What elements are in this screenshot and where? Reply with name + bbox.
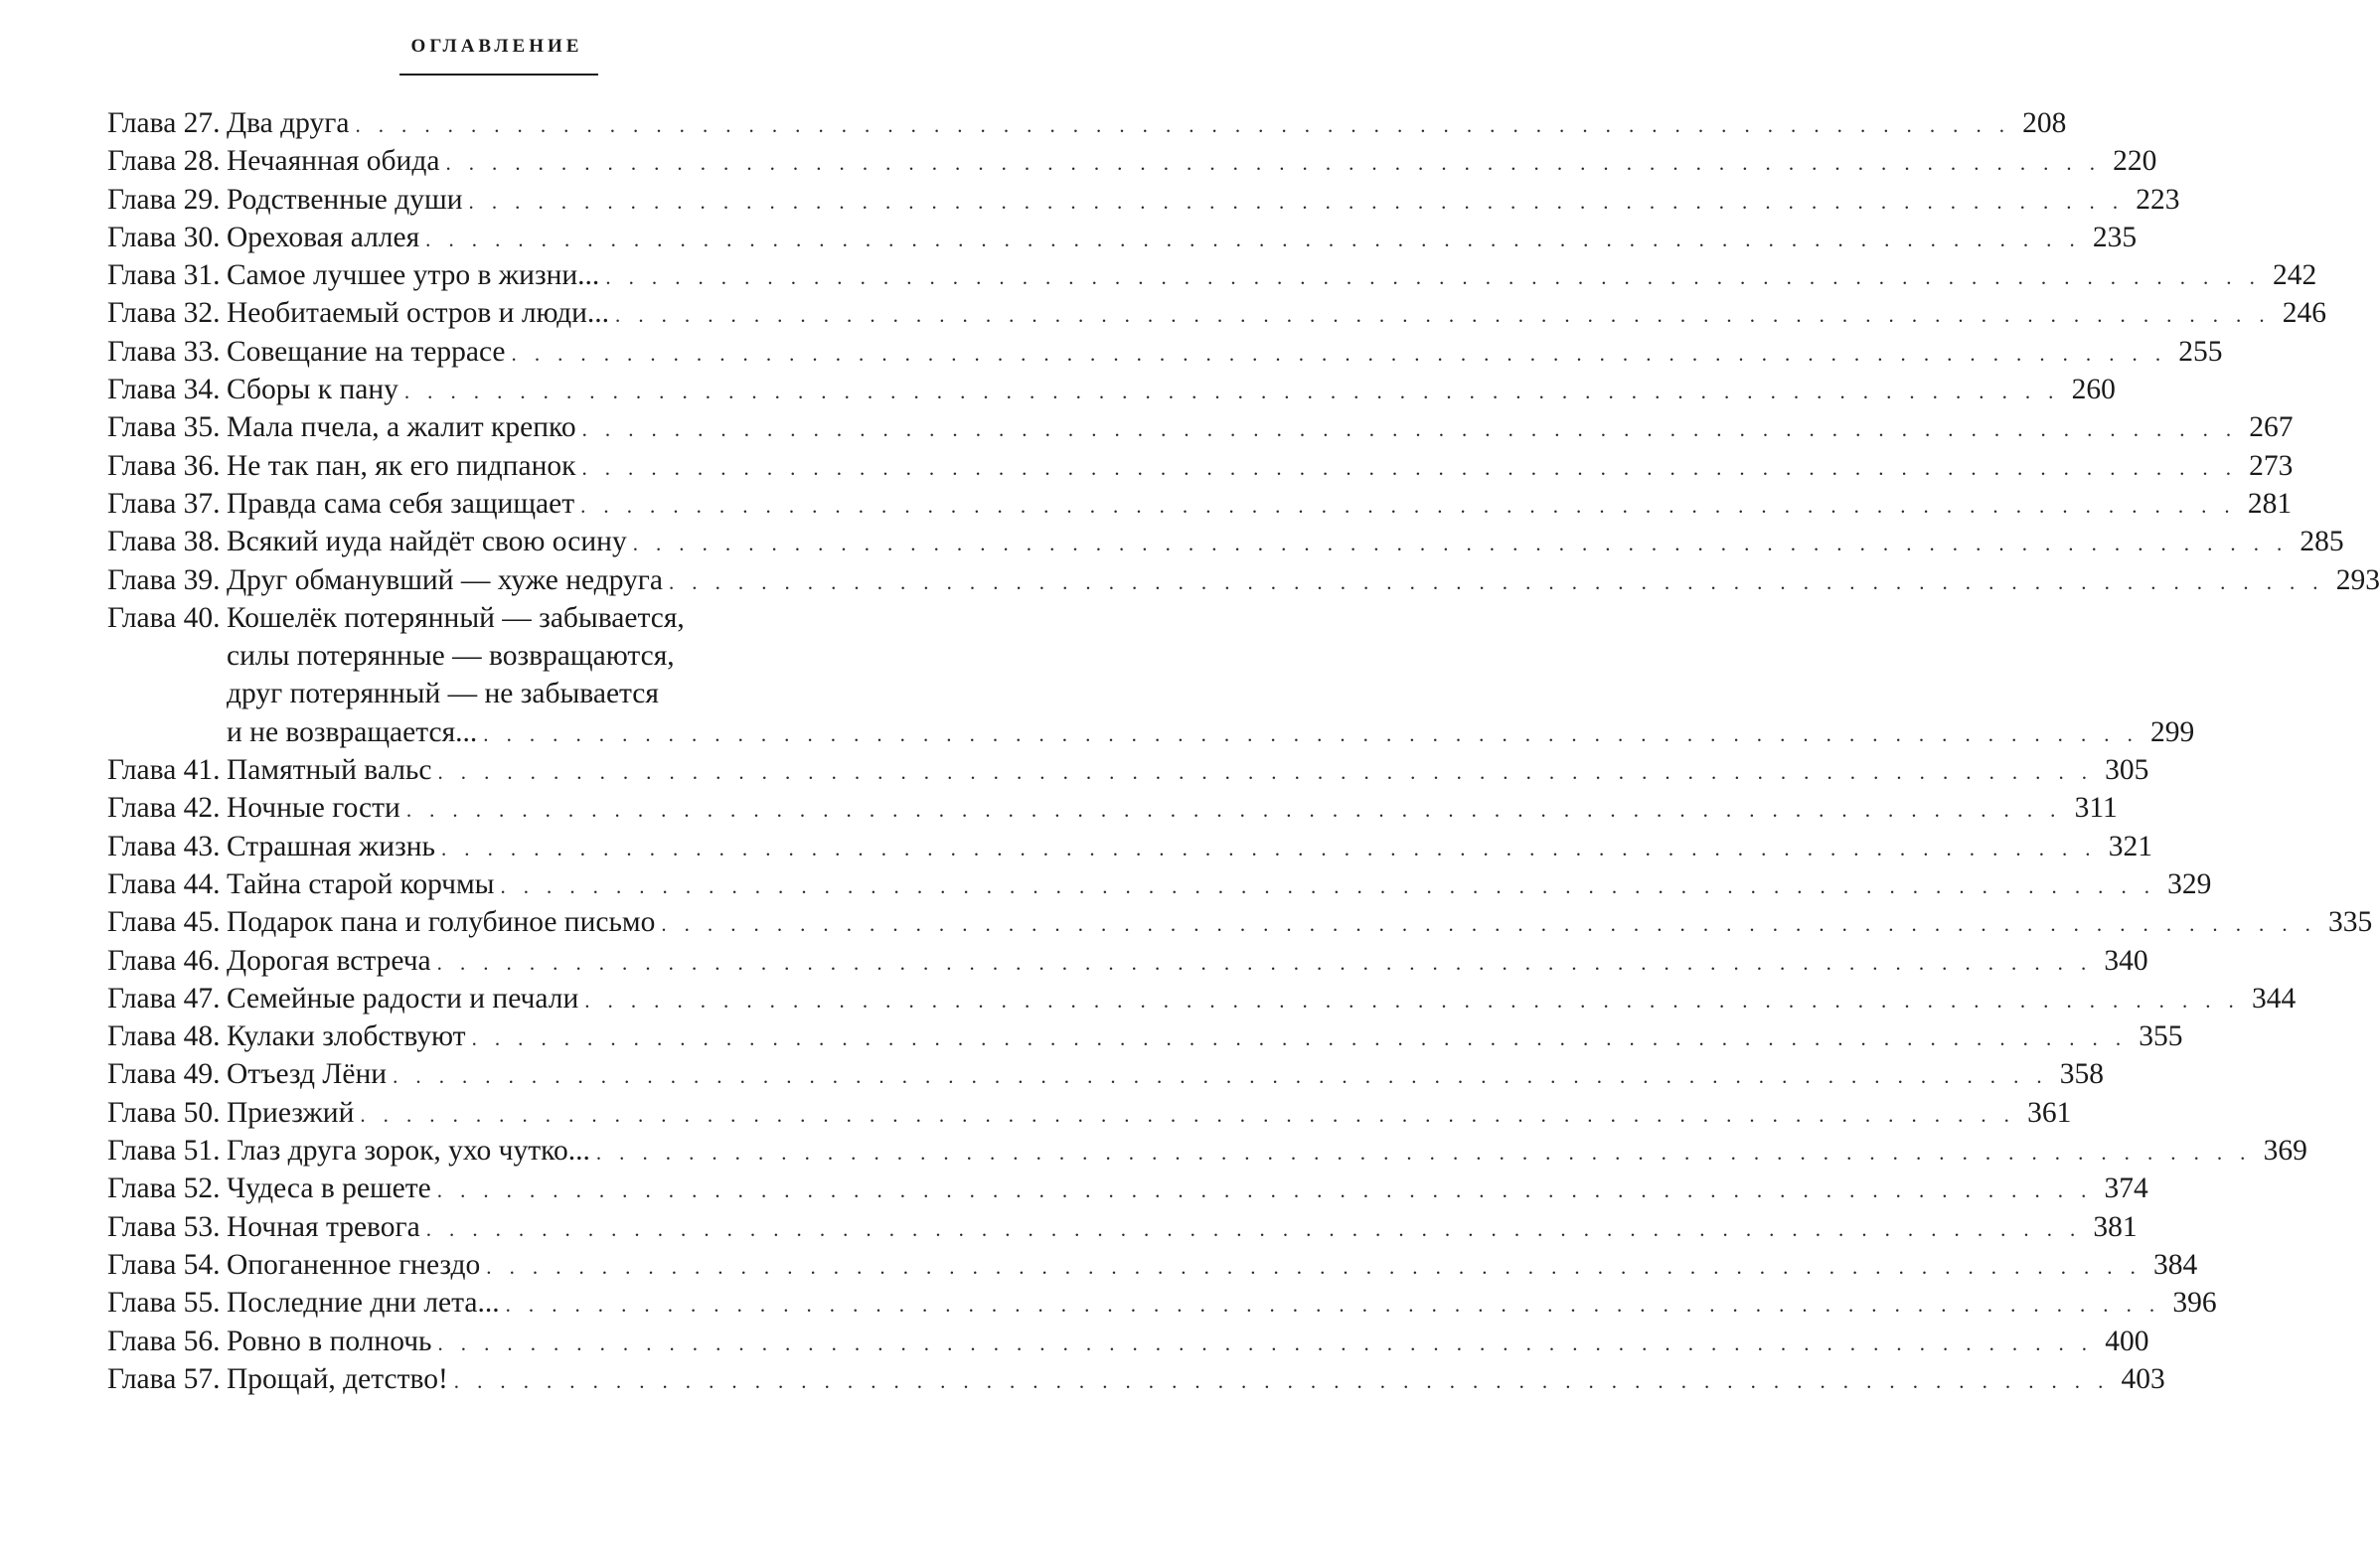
dot-leader: . . . . . . . . . . . . . . . . . . . . . . . . . . . . . . . . . . . . . . . . . . . . . . . . . . . . . . . . . . . . . . . . . . . . . . . . (581, 417, 2238, 442)
toc-entry[interactable] (107, 294, 2326, 332)
dot-leader: . . . . . . . . . . . . . . . . . . . . . . . . . . . . . . . . . . . . . . . . . . . . . . . . . . . . . . . . . . . . . . . . . . . . . . . . (669, 569, 2324, 594)
toc-entry[interactable] (107, 1132, 2307, 1170)
page-number: 208 (2022, 107, 2067, 139)
chapter-label: Глава 34. (107, 374, 221, 406)
toc-entry[interactable] (107, 1360, 2165, 1398)
chapter-label: Глава 37. (107, 487, 221, 520)
chapter-label: Глава 39. (107, 563, 221, 596)
dot-leader: . . . . . . . . . . . . . . . . . . . . . . . . . . . . . . . . . . . . . . . . . . . . . . . . . . . . . . . . . . . . . . . . . . . . . . . . (483, 721, 2140, 746)
dot-leader: . . . . . . . . . . . . . . . . . . . . . . . . . . . . . . . . . . . . . . . . . . . . . . . . . . . . . . . . . . . . . . . . . . . . . . . . (437, 760, 2094, 785)
dot-leader: . . . . . . . . . . . . . . . . . . . . . . . . . . . . . . . . . . . . . . . . . . . . . . . . . . . . . . . . . . . . . . . . . . . . . . . . (445, 151, 2102, 176)
toc-entry[interactable] (107, 219, 2138, 256)
chapter-body (227, 599, 2195, 751)
page-number: 220 (2113, 145, 2157, 178)
page-number: 384 (2153, 1248, 2198, 1281)
chapter-title: Семейные радости и печали (227, 982, 579, 1015)
chapter-title-line (227, 713, 2195, 751)
chapter-title: Опоганенное гнездо (227, 1248, 481, 1281)
chapter-body (227, 142, 2157, 180)
chapter-title: Правда сама себя защищает (227, 487, 575, 520)
chapter-title-line (227, 1360, 2165, 1398)
chapter-title: Страшная жизнь (227, 830, 435, 862)
chapter-title: Два друга (227, 107, 350, 139)
chapter-title-line (227, 219, 2138, 256)
dot-leader: . . . . . . . . . . . . . . . . . . . . . . . . . . . . . . . . . . . . . . . . . . . . . . . . . . . . . . . . . . . . . . . . . . . . . . . . (584, 988, 2241, 1013)
chapter-title: Мала пчела, а жалит крепко (227, 411, 576, 444)
chapter-title: Чудеса в решете (227, 1172, 431, 1205)
toc-entry[interactable] (107, 1284, 2217, 1322)
chapter-title-line (227, 1284, 2217, 1322)
chapter-title: Сборы к пану (227, 374, 398, 406)
chapter-title: Глаз друга зорок, ухо чутко... (227, 1135, 590, 1168)
chapter-body (227, 1284, 2217, 1322)
chapter-body (227, 1246, 2198, 1284)
dot-leader: . . . . . . . . . . . . . . . . . . . . . . . . . . . . . . . . . . . . . . . . . . . . . . . . . . . . . . . . . . . . . . . . . . . . . . . . (425, 1216, 2082, 1241)
dot-leader: . . . . . . . . . . . . . . . . . . . . . . . . . . . . . . . . . . . . . . . . . . . . . . . . . . . . . . . . . . . . . . . . . . . . . . . . (500, 873, 2156, 898)
page-number: 403 (2121, 1362, 2165, 1395)
page-number: 293 (2335, 563, 2380, 596)
page-number: 281 (2247, 487, 2293, 520)
chapter-label: Глава 33. (107, 335, 221, 368)
chapter-title-line (227, 751, 2149, 789)
dot-leader: . . . . . . . . . . . . . . . . . . . . . . . . . . . . . . . . . . . . . . . . . . . . . . . . . . . . . . . . . . . . . . . . . . . . . . . . (425, 227, 2082, 251)
chapter-body (227, 980, 2297, 1017)
chapter-body (227, 561, 2380, 599)
page-number: 246 (2282, 297, 2326, 330)
toc-entry[interactable] (107, 751, 2149, 789)
chapter-title-line (227, 256, 2317, 294)
chapter-title: Совещание на террасе (227, 335, 506, 368)
header-rule (399, 74, 598, 76)
dot-leader: . . . . . . . . . . . . . . . . . . . . . . . . . . . . . . . . . . . . . . . . . . . . . . . . . . . . . . . . . . . . . . . . . . . . . . . . (471, 1026, 2128, 1051)
page-number: 299 (2149, 715, 2195, 748)
chapter-label: Глава 54. (107, 1248, 221, 1281)
chapter-title: силы потерянные — возвращаются, (227, 640, 675, 673)
chapter-title: Ночная тревога (227, 1210, 420, 1243)
chapter-label: Глава 38. (107, 526, 221, 558)
chapter-title-line (227, 865, 2212, 903)
chapter-body (227, 751, 2149, 789)
dot-leader: . . . . . . . . . . . . . . . . . . . . . . . . . . . . . . . . . . . . . . . . . . . . . . . . . . . . . . . . . . . . . . . . . . . . . . . . (632, 532, 2289, 556)
page-number: 400 (2105, 1325, 2149, 1357)
page-number: 344 (2251, 982, 2297, 1015)
chapter-title: Отъезд Лёни (227, 1058, 388, 1091)
dot-leader: . . . . . . . . . . . . . . . . . . . . . . . . . . . . . . . . . . . . . . . . . . . . . . . . . . . . . . . . . . . . . . . . . . . . . . . . (436, 950, 2093, 975)
chapter-title: Памятный вальс (227, 754, 432, 787)
chapter-body (227, 828, 2152, 865)
page-number: 311 (2074, 792, 2118, 825)
chapter-label: Глава 49. (107, 1058, 221, 1091)
chapter-label: Глава 32. (107, 297, 221, 330)
chapter-body (227, 1323, 2149, 1360)
dot-leader: . . . . . . . . . . . . . . . . . . . . . . . . . . . . . . . . . . . . . . . . . . . . . . . . . . . . . . . . . . . . . . . . . . . . . . . . (437, 1330, 2094, 1355)
chapter-title: Друг обманувший — хуже недруга (227, 563, 663, 596)
toc-entry[interactable] (107, 1323, 2149, 1360)
chapter-label: Глава 28. (107, 145, 221, 178)
toc-entry[interactable] (107, 980, 2297, 1017)
chapter-title: Кошелёк потерянный — забывается, (227, 601, 685, 634)
chapter-title: Прощай, детство! (227, 1362, 448, 1395)
page-number: 340 (2104, 944, 2148, 977)
chapter-body (227, 789, 2118, 827)
table-of-contents (107, 104, 2380, 1398)
dot-leader: . . . . . . . . . . . . . . . . . . . . . . . . . . . . . . . . . . . . . . . . . . . . . . . . . . . . . . . . . . . . . . . . . . . . . . . . (505, 1293, 2161, 1318)
chapter-title-line (227, 104, 2067, 142)
chapter-title: Не так пан, як его пидпанок (227, 449, 576, 482)
chapter-title-line (227, 447, 2294, 485)
chapter-body (227, 371, 2116, 408)
toc-entry[interactable] (107, 1208, 2138, 1246)
toc-entry[interactable] (107, 447, 2294, 485)
chapter-label: Глава 53. (107, 1210, 221, 1243)
chapter-title-line (227, 523, 2344, 560)
chapter-title-line (227, 1055, 2105, 1093)
toc-entry[interactable] (107, 104, 2067, 142)
chapter-title-line (227, 903, 2373, 941)
dot-leader: . . . . . . . . . . . . . . . . . . . . . . . . . . . . . . . . . . . . . . . . . . . . . . . . . . . . . . . . . . . . . . . . . . . . . . . . (393, 1064, 2049, 1089)
chapter-title: Ровно в полночь (227, 1325, 432, 1357)
page-number: 321 (2108, 830, 2152, 862)
chapter-title: Приезжий (227, 1096, 355, 1129)
chapter-title-line (227, 637, 877, 675)
chapter-title: Всякий иуда найдёт свою осину (227, 526, 627, 558)
page-number: 329 (2167, 867, 2212, 900)
dot-leader: . . . . . . . . . . . . . . . . . . . . . . . . . . . . . . . . . . . . . . . . . . . . . . . . . . . . . . . . . . . . . . . . . . . . . . . . (360, 1102, 2016, 1127)
chapter-title-line (227, 142, 2157, 180)
page-number: 369 (2263, 1135, 2307, 1168)
dot-leader: . . . . . . . . . . . . . . . . . . . . . . . . . . . . . . . . . . . . . . . . . . . . . . . . . . . . . . . . . . . . . . . . . . . . . . . . (615, 303, 2271, 328)
chapter-title: Кулаки злобствуют (227, 1020, 466, 1053)
chapter-title: Ореховая аллея (227, 221, 420, 253)
page-number: 374 (2104, 1172, 2148, 1205)
dot-leader: . . . . . . . . . . . . . . . . . . . . . . . . . . . . . . . . . . . . . . . . . . . . . . . . . . . . . . . . . . . . . . . . . . . . . . . . (441, 836, 2097, 860)
page-number: 305 (2105, 754, 2149, 787)
dot-leader: . . . . . . . . . . . . . . . . . . . . . . . . . . . . . . . . . . . . . . . . . . . . . . . . . . . . . . . . . . . . . . . . . . . . . . . . (595, 1141, 2252, 1166)
chapter-title-line (227, 333, 2223, 371)
chapter-body (227, 1170, 2148, 1207)
chapter-label: Глава 36. (107, 449, 221, 482)
chapter-label: Глава 40. (107, 601, 221, 634)
dot-leader: . . . . . . . . . . . . . . . . . . . . . . . . . . . . . . . . . . . . . . . . . . . . . . . . . . . . . . . . . . . . . . . . . . . . . . . . (581, 455, 2238, 480)
chapter-body (227, 333, 2223, 371)
chapter-title: друг потерянный — не забывается (227, 678, 659, 710)
chapter-title-line (227, 408, 2294, 446)
chapter-body (227, 219, 2138, 256)
page-number: 255 (2178, 335, 2223, 368)
toc-entry[interactable] (107, 142, 2157, 180)
toc-entry[interactable] (107, 789, 2118, 827)
dot-leader: . . . . . . . . . . . . . . . . . . . . . . . . . . . . . . . . . . . . . . . . . . . . . . . . . . . . . . . . . . . . . . . . . . . . . . . . (403, 380, 2060, 404)
chapter-title-line (227, 1132, 2307, 1170)
chapter-title-line (227, 1170, 2148, 1207)
dot-leader: . . . . . . . . . . . . . . . . . . . . . . . . . . . . . . . . . . . . . . . . . . . . . . . . . . . . . . . . . . . . . . . . . . . . . . . . (661, 912, 2317, 937)
dot-leader: . . . . . . . . . . . . . . . . . . . . . . . . . . . . . . . . . . . . . . . . . . . . . . . . . . . . . . . . . . . . . . . . . . . . . . . . (436, 1178, 2093, 1203)
page-number: 358 (2059, 1058, 2105, 1091)
toc-entry[interactable] (107, 865, 2212, 903)
toc-entry[interactable] (107, 1094, 2072, 1132)
dot-leader: . . . . . . . . . . . . . . . . . . . . . . . . . . . . . . . . . . . . . . . . . . . . . . . . . . . . . . . . . . . . . . . . . . . . . . . . (405, 798, 2062, 823)
page-number: 260 (2071, 374, 2116, 406)
chapter-label: Глава 29. (107, 183, 221, 216)
dot-leader: . . . . . . . . . . . . . . . . . . . . . . . . . . . . . . . . . . . . . . . . . . . . . . . . . . . . . . . . . . . . . . . . . . . . . . . . (580, 493, 2237, 518)
chapter-label: Глава 31. (107, 259, 221, 292)
chapter-label: Глава 52. (107, 1172, 221, 1205)
toc-entry[interactable] (107, 903, 2373, 941)
chapter-label: Глава 45. (107, 906, 221, 939)
chapter-body (227, 1132, 2307, 1170)
toc-entry[interactable] (107, 408, 2294, 446)
chapter-body (227, 903, 2373, 941)
chapter-body (227, 1094, 2072, 1132)
toc-entry[interactable] (107, 1246, 2198, 1284)
toc-entry[interactable] (107, 371, 2116, 408)
page-title: ОГЛАВЛЕНИЕ (410, 36, 583, 57)
chapter-label: Глава 41. (107, 754, 221, 787)
dot-leader: . . . . . . . . . . . . . . . . . . . . . . . . . . . . . . . . . . . . . . . . . . . . . . . . . . . . . . . . . . . . . . . . . . . . . . . . (453, 1368, 2110, 1393)
dot-leader: . . . . . . . . . . . . . . . . . . . . . . . . . . . . . . . . . . . . . . . . . . . . . . . . . . . . . . . . . . . . . . . . . . . . . . . . (511, 341, 2167, 366)
chapter-body (227, 294, 2326, 332)
chapter-title-line (227, 1246, 2198, 1284)
chapter-title-line (227, 1094, 2072, 1132)
chapter-body (227, 181, 2180, 219)
chapter-body (227, 1208, 2138, 1246)
chapter-title: Подарок пана и голубиное письмо (227, 906, 656, 939)
chapter-title-line (227, 181, 2180, 219)
chapter-body (227, 447, 2294, 485)
chapter-title: Дорогая встреча (227, 944, 431, 977)
toc-entry[interactable] (107, 942, 2148, 980)
chapter-label: Глава 48. (107, 1020, 221, 1053)
chapter-title: Тайна старой корчмы (227, 867, 495, 900)
dot-leader: . . . . . . . . . . . . . . . . . . . . . . . . . . . . . . . . . . . . . . . . . . . . . . . . . . . . . . . . . . . . . . . . . . . . . . . . (468, 189, 2125, 214)
page-number: 273 (2249, 449, 2294, 482)
chapter-title: Нечаянная обида (227, 145, 440, 178)
page-number: 355 (2139, 1020, 2183, 1053)
dot-leader: . . . . . . . . . . . . . . . . . . . . . . . . . . . . . . . . . . . . . . . . . . . . . . . . . . . . . . . . . . . . . . . . . . . . . . . . (486, 1254, 2142, 1279)
chapter-body (227, 865, 2212, 903)
chapter-label: Глава 43. (107, 830, 221, 862)
chapter-body (227, 408, 2294, 446)
chapter-title-line (227, 485, 2293, 523)
page-number: 285 (2300, 526, 2344, 558)
chapter-title: Ночные гости (227, 792, 400, 825)
chapter-title: Самое лучшее утро в жизни... (227, 259, 600, 292)
chapter-label: Глава 56. (107, 1325, 221, 1357)
chapter-title-line (227, 942, 2148, 980)
chapter-title-line (227, 828, 2152, 865)
chapter-label: Глава 47. (107, 982, 221, 1015)
chapter-title: и не возвращается... (227, 715, 478, 748)
toc-entry[interactable] (107, 1017, 2183, 1055)
chapter-title: Необитаемый остров и люди... (227, 297, 610, 330)
chapter-body (227, 485, 2293, 523)
page-number: 361 (2027, 1096, 2072, 1129)
page-number: 381 (2093, 1210, 2138, 1243)
chapter-label: Глава 42. (107, 792, 221, 825)
page-number: 235 (2092, 221, 2138, 253)
chapter-title-line (227, 1323, 2149, 1360)
page-number: 396 (2172, 1287, 2217, 1320)
chapter-body (227, 256, 2317, 294)
toc-entry[interactable] (107, 828, 2152, 865)
chapter-title-line (227, 1208, 2138, 1246)
chapter-body (227, 1017, 2183, 1055)
chapter-label: Глава 50. (107, 1096, 221, 1129)
chapter-title: Последние дни лета... (227, 1287, 500, 1320)
toc-entry[interactable] (107, 485, 2293, 523)
chapter-label: Глава 30. (107, 221, 221, 253)
chapter-title-line (227, 294, 2326, 332)
page-number: 242 (2273, 259, 2317, 292)
chapter-body (227, 523, 2344, 560)
chapter-body (227, 942, 2148, 980)
page-number: 223 (2136, 183, 2180, 216)
dot-leader: . . . . . . . . . . . . . . . . . . . . . . . . . . . . . . . . . . . . . . . . . . . . . . . . . . . . . . . . . . . . . . . . . . . . . . . . (605, 265, 2262, 290)
chapter-label: Глава 55. (107, 1287, 221, 1320)
chapter-label: Глава 51. (107, 1135, 221, 1168)
chapter-body (227, 104, 2067, 142)
chapter-title-line (227, 561, 2380, 599)
chapter-title-line (227, 371, 2116, 408)
dot-leader: . . . . . . . . . . . . . . . . . . . . . . . . . . . . . . . . . . . . . . . . . . . . . . . . . . . . . . . . . . . . . . . . . . . . . . . . (355, 113, 2011, 137)
toc-entry[interactable] (107, 561, 2380, 599)
toc-entry[interactable] (107, 1170, 2148, 1207)
chapter-title-line (227, 789, 2118, 827)
chapter-title-line (227, 980, 2297, 1017)
chapter-title-line (227, 675, 877, 712)
toc-entry[interactable] (107, 256, 2317, 294)
toc-entry[interactable] (107, 333, 2223, 371)
toc-entry[interactable] (107, 181, 2180, 219)
chapter-title-line (227, 599, 877, 637)
chapter-body (227, 1055, 2105, 1093)
chapter-body (227, 1360, 2165, 1398)
chapter-label: Глава 57. (107, 1362, 221, 1395)
toc-entry[interactable] (107, 1055, 2105, 1093)
page-number: 267 (2249, 411, 2294, 444)
chapter-title: Родственные души (227, 183, 463, 216)
chapter-title-line (227, 1017, 2183, 1055)
toc-entry[interactable] (107, 523, 2344, 560)
chapter-label: Глава 46. (107, 944, 221, 977)
toc-entry[interactable] (107, 599, 2195, 751)
page-number: 335 (2328, 906, 2373, 939)
page-header (0, 36, 994, 58)
chapter-label: Глава 27. (107, 107, 221, 139)
chapter-label: Глава 35. (107, 411, 221, 444)
chapter-label: Глава 44. (107, 867, 221, 900)
